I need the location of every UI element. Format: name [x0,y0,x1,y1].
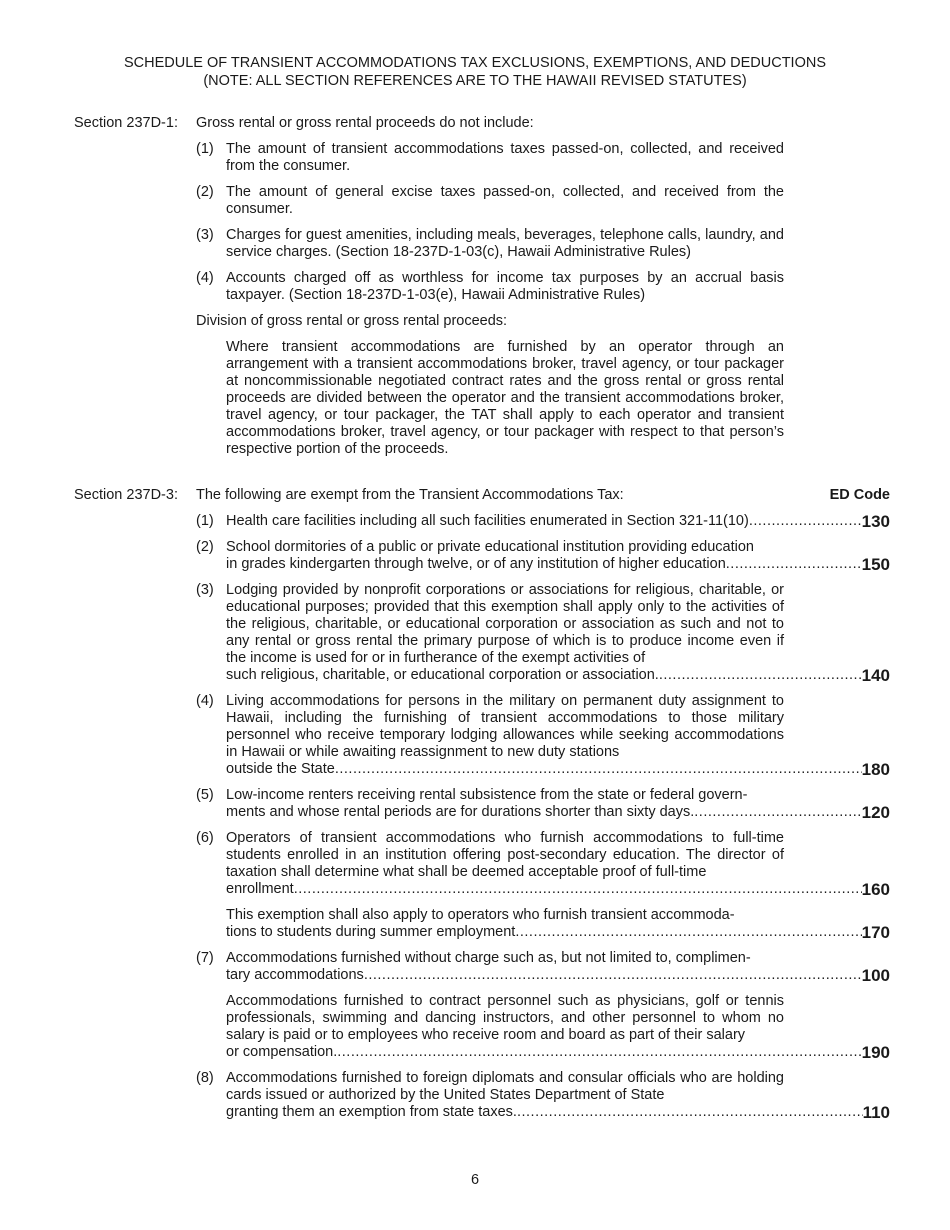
ed-code: 110 [862,1103,890,1122]
exemption-item [196,830,890,898]
ed-code: 130 [861,512,890,531]
item-text-last-line: tions to students during summer employment [226,924,516,940]
exemption-item [196,539,890,573]
item-text-last-line: in grades kindergarten through twelve, or of any institution of higher education [226,556,726,572]
ed-code: 160 [861,880,890,899]
item-number: (8) [196,1070,214,1086]
dot-leader [749,513,862,530]
dot-leader [335,761,862,778]
dot-leader [659,667,862,684]
ed-code: 120 [861,803,890,822]
dot-leader [517,1104,863,1121]
item-text: Living accommodations for persons in the military on permanent duty assignment to Hawaii, including the furnishing of transient accommodations to those military personnel who receive temporary lodging allowances while seeking accommodations in Hawaii or while awaiting reassignment to new duty stations [226,693,784,760]
item-text-last-line: or compensation. [226,1044,338,1060]
item-number: (3) [196,582,214,598]
item-text: Accommodations furnished to foreign diplomats and consular officials who are holding cards issued or authorized by the United States Department of State [226,1070,784,1103]
exemption-item [196,907,890,941]
item-number: (4) [196,270,214,286]
item-number [196,993,226,1061]
item-text: Low-income renters receiving rental subsistence from the state or federal govern- [226,787,748,803]
section-label: Section 237D-1: [74,115,178,131]
ed-code: 180 [861,760,890,779]
item-text: This exemption shall also apply to operators who furnish transient accommoda- [226,907,735,923]
item-number: (3) [196,227,214,243]
ed-code-header: ED Code [829,487,890,503]
item-text: Charges for guest amenities, including meals, beverages, telephone calls, laundry, and service charges. (Section 18-237D-1-03(c), Hawaii Administrative Rules) [226,227,784,260]
ed-code: 150 [861,555,890,574]
exemption-item [196,582,890,684]
exemption-item [196,993,890,1061]
dot-leader [726,556,862,573]
dot-leader [364,967,862,984]
item-number: (1) [196,141,214,157]
exemption-item [196,950,890,984]
division-paragraph: Where transient accommodations are furnished by an operator through an arrangement with a transient accommodations broker, travel agency, or tour packager at noncommissionable negotiated contract rates and the gross rental or gross rental proceeds are divided between the operator and the transient accommodations broker, travel agency, or tour packager, the TAT shall apply to each operator and transient accommodations broker, travel agency, or tour packager with respect to that person’s respective portion of the proceeds. [226,339,784,457]
section-intro: The following are exempt from the Transient Accommodations Tax: [196,487,624,503]
item-text-last-line: such religious, charitable, or educational corporation or association. [226,667,659,683]
dot-leader [515,924,861,941]
item-text: Lodging provided by nonprofit corporations or associations for religious, charitable, or educational purposes; provided that this exemption shall apply only to the activities of the religious, charitable, or educational corporation or association as such and not to any rental or gross rental the primary purpose of which is to produce income even if the income is used for or in furtherance of the exempt activities of [226,582,784,666]
list-item [196,184,890,218]
ed-code: 100 [861,966,890,985]
item-text-last-line: tary accommodations [226,967,364,983]
list-item [196,270,890,304]
item-number: (6) [196,830,214,846]
item-text-last-line: ments and whose rental periods are for durations shorter than sixty days. [226,804,695,820]
dot-leader [694,804,861,821]
item-text: Accommodations furnished without charge such as, but not limited to, complimen- [226,950,751,966]
exemption-item [196,513,890,530]
item-number: (5) [196,787,214,803]
item-text-last-line: Health care facilities including all such facilities enumerated in Section 321-11(10) [226,513,749,529]
dot-leader [337,1044,861,1061]
item-text: Operators of transient accommodations who furnish accommodations to full-time students enrolled in an institution offering post-secondary education. The director of taxation shall determine what shall be deemed acceptable proof of full-time [226,830,784,880]
item-text-last-line: granting them an exemption from state taxes. [226,1104,517,1120]
ed-code: 140 [861,666,890,685]
ed-code: 170 [861,923,890,942]
dot-leader [294,881,862,898]
exemption-item [196,1070,890,1121]
item-text: Accommodations furnished to contract personnel such as physicians, golf or tennis professionals, swimming and dancing instructors, and other personnel to whom no salary is paid or to employees who receive room and board as part of their salary [226,993,784,1043]
section-label: Section 237D-3: [74,487,178,503]
list-item [196,227,890,261]
section-intro: Gross rental or gross rental proceeds do not include: [196,115,534,131]
item-text-last-line: enrollment [226,881,294,897]
item-number: (4) [196,693,214,709]
section-237d-3 [74,487,890,1121]
exemption-item [196,693,890,778]
ed-code: 190 [861,1043,890,1062]
item-number: (7) [196,950,214,966]
item-text: The amount of general excise taxes passed-on, collected, and received from the consumer. [226,184,784,217]
item-number [196,907,226,941]
item-text: The amount of transient accommodations taxes passed-on, collected, and received from the consumer. [226,141,784,174]
item-text-last-line: outside the State [226,761,335,777]
item-number: (2) [196,184,214,200]
header-title: SCHEDULE OF TRANSIENT ACCOMMODATIONS TAX EXCLUSIONS, EXEMPTIONS, AND DEDUCTIONS [123,55,827,71]
division-title: Division of gross rental or gross rental proceeds: [196,313,508,329]
list-item [196,141,890,175]
item-text: Accounts charged off as worthless for income tax purposes by an accrual basis taxpayer. (Section 18-237D-1-03(e), Hawaii Administrative Rules) [226,270,784,303]
page-number: 6 [470,1172,480,1188]
header-note: (NOTE: ALL SECTION REFERENCES ARE TO THE HAWAII REVISED STATUTES) [203,73,747,89]
item-text: School dormitories of a public or private educational institution providing education [226,539,754,555]
section-237d-1 [74,115,890,458]
exemption-item [196,787,890,821]
item-number: (2) [196,539,214,555]
item-number: (1) [196,513,214,529]
document-header [0,54,950,90]
